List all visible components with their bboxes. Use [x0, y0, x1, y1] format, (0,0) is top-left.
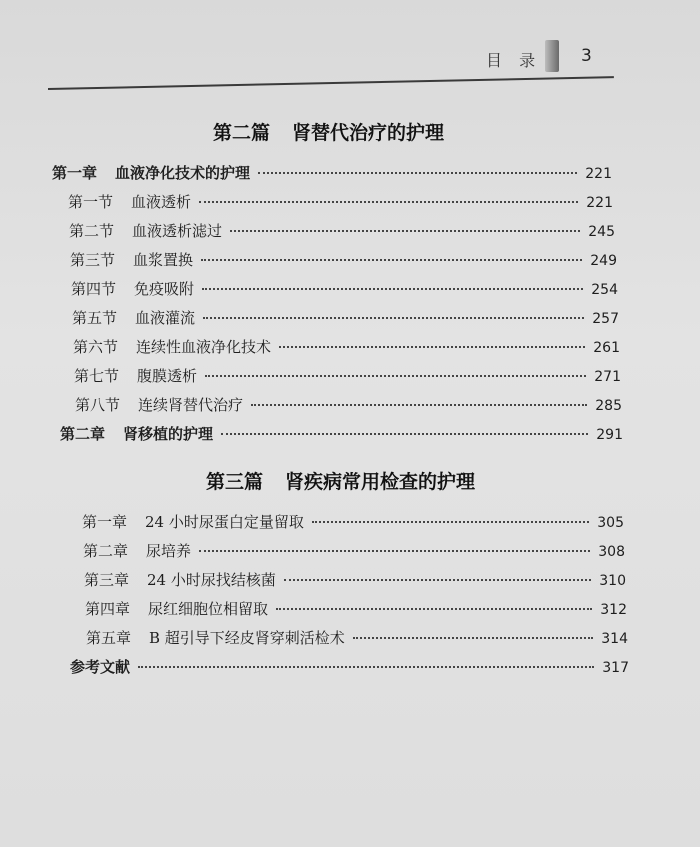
entry-title: 血液透析滤过 — [132, 222, 223, 240]
toc-entry[interactable] — [52, 162, 612, 183]
entry-title: 尿红细胞位相留取 — [148, 600, 269, 618]
entry-label: 第二节 — [69, 222, 115, 240]
toc-entry[interactable] — [68, 191, 613, 212]
toc-entry[interactable] — [73, 336, 620, 357]
entry-label: 第八节 — [75, 396, 121, 414]
entry-title: 肾移植的护理 — [123, 425, 214, 443]
toc-entry[interactable] — [86, 627, 628, 648]
toc-entry[interactable] — [69, 220, 615, 241]
entry-page: 271 — [594, 369, 621, 385]
entry-title: B 超引导下经皮肾穿刺活检术 — [149, 629, 345, 647]
entry-label: 第一节 — [68, 193, 114, 211]
entry-label: 第四节 — [71, 280, 117, 298]
entry-title: 腹膜透析 — [137, 367, 198, 385]
entry-title: 24 小时尿蛋白定量留取 — [145, 513, 304, 531]
entry-label: 第四章 — [85, 600, 131, 618]
part-name: 肾替代治疗的护理 — [292, 122, 445, 144]
dot-leader — [279, 346, 585, 348]
entry-title: 血液灌流 — [135, 309, 196, 327]
dot-leader — [205, 375, 586, 377]
entry-label: 第一章 — [82, 513, 128, 531]
entry-page: 254 — [591, 282, 618, 298]
references-title: 参考文献 — [70, 658, 131, 676]
references-page: 317 — [602, 660, 629, 676]
part-title — [213, 118, 444, 145]
toc-entry[interactable] — [75, 394, 622, 415]
entry-page: 285 — [595, 398, 622, 414]
dot-leader — [276, 608, 592, 610]
dot-leader — [312, 521, 589, 523]
entry-page: 221 — [585, 166, 612, 182]
entry-page: 291 — [596, 427, 623, 443]
entry-label: 第二章 — [60, 425, 106, 443]
dot-leader — [202, 288, 583, 290]
toc-entry[interactable] — [82, 511, 624, 532]
part-number: 第二篇 — [213, 122, 271, 144]
entry-page: 257 — [592, 311, 619, 327]
entry-label: 第三章 — [84, 571, 130, 589]
header-page-number: 3 — [581, 46, 592, 66]
dot-leader — [258, 172, 577, 174]
toc-entry[interactable] — [71, 278, 618, 299]
header-tab-marker — [545, 40, 559, 72]
entry-label: 第五章 — [86, 629, 132, 647]
entry-title: 24 小时尿找结核菌 — [147, 571, 276, 589]
entry-title: 免疫吸附 — [134, 280, 195, 298]
entry-title: 尿培养 — [146, 542, 192, 560]
dot-leader — [203, 317, 584, 319]
entry-page: 261 — [593, 340, 620, 356]
dot-leader — [221, 433, 588, 435]
entry-label: 第三节 — [70, 251, 116, 269]
toc-entry[interactable] — [83, 540, 625, 561]
entry-label: 第二章 — [83, 542, 129, 560]
entry-label: 第七节 — [74, 367, 120, 385]
entry-label: 第一章 — [52, 164, 98, 182]
dot-leader — [230, 230, 580, 232]
entry-page: 310 — [599, 573, 626, 589]
entry-page: 305 — [597, 515, 624, 531]
entry-page: 249 — [590, 253, 617, 269]
part-title — [206, 467, 475, 494]
part-name: 肾疾病常用检查的护理 — [285, 471, 476, 493]
dot-leader — [199, 201, 578, 203]
toc-entry[interactable] — [84, 569, 626, 590]
toc-entry[interactable] — [74, 365, 621, 386]
dot-leader — [138, 666, 594, 668]
toc-entry[interactable] — [85, 598, 627, 619]
dot-leader — [251, 404, 587, 406]
header-rule — [48, 76, 614, 90]
entry-page: 308 — [598, 544, 625, 560]
entry-page: 312 — [600, 602, 627, 618]
entry-page: 221 — [586, 195, 613, 211]
entry-label: 第五节 — [72, 309, 118, 327]
part-number: 第三篇 — [206, 471, 264, 493]
entry-label: 第六节 — [73, 338, 119, 356]
entry-page: 314 — [601, 631, 628, 647]
header-section-label: 目 录 — [486, 51, 542, 70]
toc-entry[interactable] — [70, 249, 617, 270]
toc-entry[interactable] — [60, 423, 623, 444]
toc-entry[interactable] — [72, 307, 619, 328]
entry-page: 245 — [588, 224, 615, 240]
dot-leader — [284, 579, 591, 581]
toc-entry-references[interactable] — [70, 656, 629, 677]
dot-leader — [201, 259, 582, 261]
entry-title: 血液透析 — [131, 193, 192, 211]
entry-title: 连续性血液净化技术 — [136, 338, 272, 356]
entry-title: 血液净化技术的护理 — [115, 164, 251, 182]
entry-title: 连续肾替代治疗 — [138, 396, 244, 414]
dot-leader — [353, 637, 593, 639]
dot-leader — [199, 550, 590, 552]
entry-title: 血浆置换 — [133, 251, 194, 269]
